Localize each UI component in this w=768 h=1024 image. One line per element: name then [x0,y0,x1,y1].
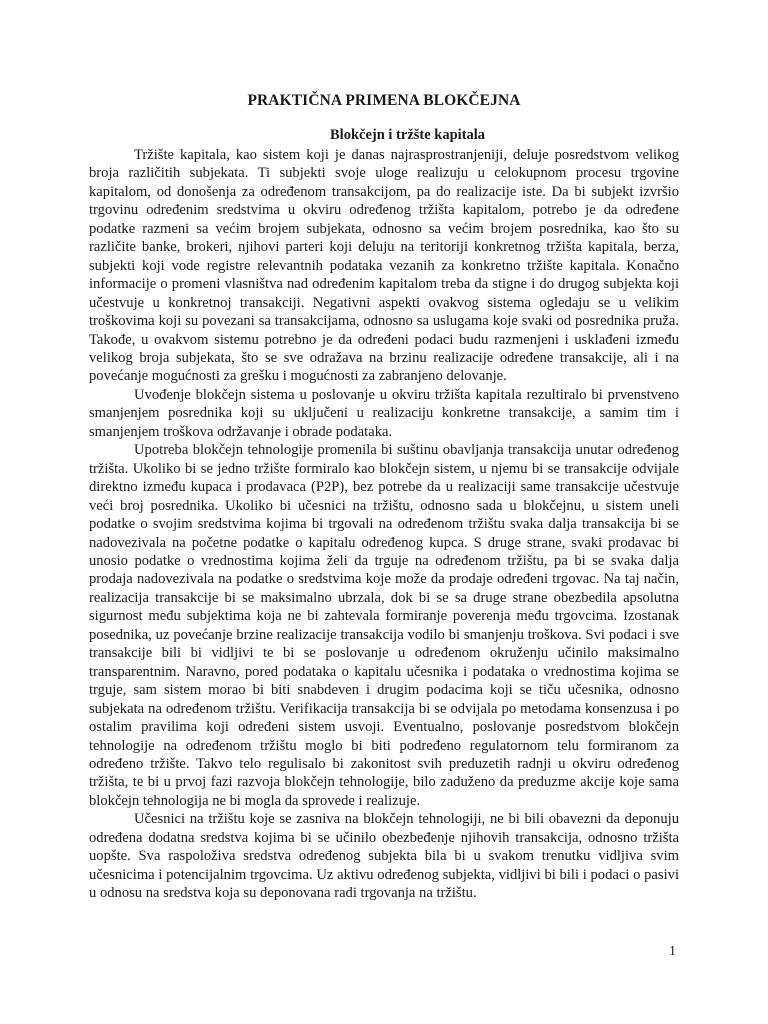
body-text [89,146,679,903]
paragraph-1: Tržište kapitala, kao sistem koji je danas najrasprostranjeniji, deluje posredstvom velikog broja različitih subjekata. Ti subjekti svoje uloge realizuju u celokupnom procesu trgovine kapitalom, od donošenja za određenom transakcijom, pa do realizacije iste. Da bi subjekt izvršio trgovinu određenim sredstvima u okviru određenog tržišta kapitalom, potrebo je da određene podatke razmeni sa većim brojem subjekata, odnosno sa većim brojem posrednika, kao što su različite banke, brokeri, njihovi parteri koji deluju na teritoriji konkretnog tržišta kapitala, berza, subjekti koji vode registre relevantnih podataka vezanih za konkretno tržište kapitala. Konačno informacije o promeni vlasništva nad određenim kapitalom treba da stigne i do drugog subjekta koji učestvuje u konkretnoj transakciji. Negativni aspekti ovakvog sistema ogledaju se u velikim troškovima koji su povezani sa transakcijama, odnosno sa uslugama koje svaki od posrednika pruža. Takođe, u ovakvom sistemu potrebno je da određeni podaci budu razmenjeni i usklađeni između velikog broja subjekata, što se sve odražava na brzinu realizacije određene transakcije, ali i na povećanje mogućnosti za grešku i mogućnosti za zabranjeno delovanje. [89,147,679,385]
page-title: PRAKTIČNA PRIMENA BLOKČEJNA [247,92,521,109]
paragraph-4: Učesnici na tržištu koje se zasniva na blokčejn tehnologiji, ne bi bili obavezni da deponuju određena dodatna sredstva kojima bi se učinilo obezbeđenje njihovih transakcija, odnosno tržišta uopšte. Sva raspoloživa sredstva određenog subjekta bila bi u svakom trenutku vidljiva svim učesnicima i potencijalnim trgovcima. Uz aktivu određenog subjekta, vidljivi bi bili i podaci o pasivi u odnosu na sredstva koja su deponovana radi trgovanja na tržištu. [89,811,679,902]
paragraph-2: Uvođenje blokčejn sistema u poslovanje u okviru tržišta kapitala rezultiralo bi prvenstveno smanjenjem posrednika koji su uključeni u realizaciju konkretne transakcije, a samim tim i smanjenjem troškova održavanje i obrade podataka. [89,386,679,440]
paragraph-3: Upotreba blokčejn tehnologije promenila bi suštinu obavljanja transakcija unutar određenog tržišta. Ukoliko bi se jedno tržište formiralo kao blokčejn sistem, u njemu bi se transakcije odvijale direktno između kupaca i prodavaca (P2P), bez potrebe da u realizaciji same transakcije učestvuje veći broj posrednika. Ukoliko bi učesnici na tržištu, odnosno sada u blokčejnu, u sistem uneli podatke o svojim sredstvima kojima bi trgovali na određenom tržištu svaka dalja transakcija bi se nadovezivala na početne podatke o kapitalu određenog kupca. S druge strane, svaki prodavac bi unosio podatke o vrednostima kojima želi da trguje na određenom tržištu, pa bi se svaka dalja prodaja nadovezivala na podatke o sredstvima koje može da prodaje određeni trgovac. Na taj način, realizacija transakcije bi se maksimalno ubrzala, dok bi se sa druge strane obezbedila apsolutna sigurnost među subjektima koja ne bi zahtevala formiranje poverenja među trgovcima. Izostanak posednika, uz povećanje brzine realizacije transakcija vodilo bi smanjenju troškova. Svi podaci i sve transakcije bili bi vidljivi te bi se poslovanje u određenom okruženju učinilo maksimalno transparentnim. Naravno, pored podataka o kapitalu učesnika i podataka o vrednostima kojima se trguje, sam sistem morao bi biti snabdeven i drugim podacima koji se tiču učesnika, odnosno subjekata na određenom tržištu. Verifikacija transakcija bi se odvijala po metodama konsenzusa i po ostalim pravilima koji određeni sistem usvoji. Eventualno, poslovanje posredstvom blokčejn tehnologije na određenom tržištu moglo bi biti podređeno regulatornom telu formiranom za određeno tržište. Takvo telo regulisalo bi zakonitost svih preduzetih radnji u okviru određenog tržišta, te bi u prvoj fazi razvoja blokčejn tehnologije, bilo zaduženo da preduzme akcije koje sama blokčejn tehnologija ne bi mogla da sprovede i realizuje. [89,442,679,809]
section-heading: Blokčejn i tržšte kapitala [330,127,486,143]
page-number: 1 [669,944,676,959]
